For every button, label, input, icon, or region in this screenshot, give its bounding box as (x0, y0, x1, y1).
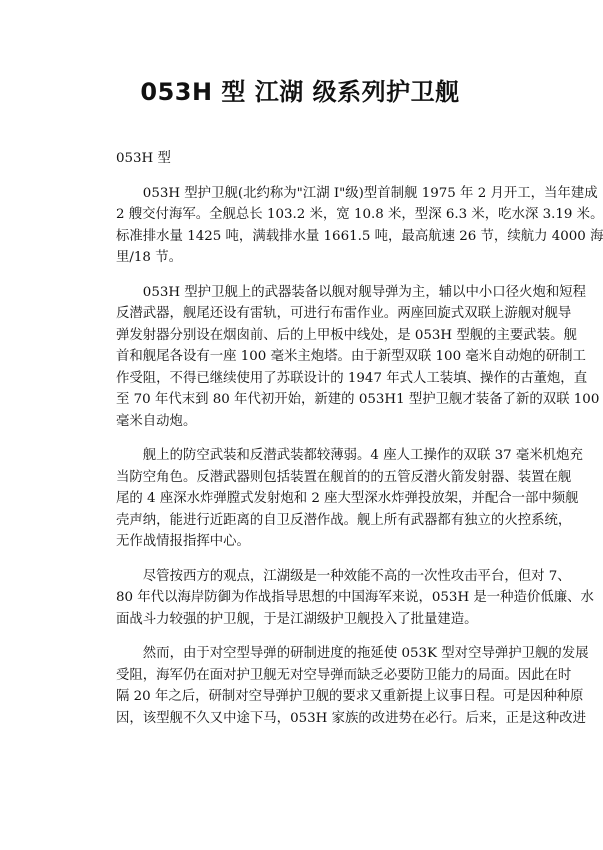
paragraph-line: 然而，由于对空型导弹的研制进度的拖延使 053K 型对空导弹护卫舰的发展 (142, 646, 589, 661)
paragraph-5 (116, 643, 589, 729)
paragraph-line: 至 70 年代末到 80 年代初开始，新建的 053H1 型护卫舰才装备了新的双联 100 (116, 392, 600, 407)
paragraph-line: 隔 20 年之后，研制对空导弹护卫舰的要求又重新提上议事日程。可是因种种原 (116, 689, 584, 704)
paragraph-line: 2 艘交付海军。全舰总长 103.2 米，宽 10.8 米，型深 6.3 米，吃水深 3.19 米。 (116, 207, 603, 222)
paragraph-line: 面战斗力较强的护卫舰，于是江湖级护卫舰投入了批量建造。 (116, 611, 478, 627)
subheading: 053H 型 (116, 151, 171, 166)
paragraph-3 (116, 445, 583, 553)
paragraph-line: 反潜武器，舰尾还设有雷轨，可进行布雷作业。两座回旋式双联上游舰对舰导 (116, 306, 572, 321)
paragraph-line: 受阻，海军仍在面对护卫舰无对空导弹而缺乏必要防卫能力的局面。因此在时 (116, 667, 572, 683)
paragraph-line: 无作战情报指挥中心。 (116, 534, 250, 549)
paragraph-line: 053H 型护卫舰上的武器装备以舰对舰导弹为主，辅以中小口径火炮和短程 (142, 284, 587, 300)
paragraph-line: 弹发射器分别设在烟囱前、后的上甲板中线处，是 053H 型舰的主要武装。舰 (116, 327, 577, 343)
paragraph-line: 80 年代以海岸防御为作战指导思想的中国海军来说，053H 是一种造价低廉、水 (116, 590, 594, 605)
paragraph-line: 尾的 4 座深水炸弹膛式发射炮和 2 座大型深水炸弹投放架，并配合一部中频舰 (116, 491, 579, 506)
paragraph-line: 首和舰尾各设有一座 100 毫米主炮塔。由于新型双联 100 毫米自动炮的研制工 (116, 349, 586, 364)
paragraph-1 (116, 183, 603, 269)
paragraph-line: 标准排水量 1425 吨，满载排水量 1661.5 吨，最高航速 26 节，续航力 4000 海 (116, 228, 603, 244)
paragraph-line: 尽管按西方的观点，江湖级是一种效能不高的一次性攻击平台，但对 7、 (142, 568, 571, 584)
paragraph-line: 里/18 节。 (116, 250, 182, 265)
paragraph-2 (116, 282, 600, 433)
paragraph-4 (116, 566, 594, 631)
paragraph-line: 舰上的防空武装和反潜武装都较薄弱。4 座人工操作的双联 37 毫米机炮充 (142, 448, 583, 463)
paragraph-line: 作受阻，不得已继续使用了苏联设计的 1947 年式人工装填、操作的古董炮，直 (116, 370, 588, 386)
paragraph-line: 053H 型护卫舰(北约称为"江湖 I"级)型首制舰 1975 年 2 月开工，当年建成 (142, 185, 598, 201)
paragraph-line: 因，该型舰不久又中途下马，053H 家族的改进势在必行。后来，正是这种改进 (116, 710, 586, 726)
document-body (116, 148, 603, 742)
page-title: 053H 型 江湖 级系列护卫舰 (140, 78, 460, 106)
paragraph-line: 壳声纳，能进行近距离的自卫反潜作战。舰上所有武器都有独立的火控系统， (116, 512, 572, 528)
paragraph-line: 当防空角色。反潜武器则包括装置在舰首的的五管反潜火箭发射器、装置在舰 (116, 469, 572, 485)
paragraph-line: 毫米自动炮。 (116, 413, 197, 429)
